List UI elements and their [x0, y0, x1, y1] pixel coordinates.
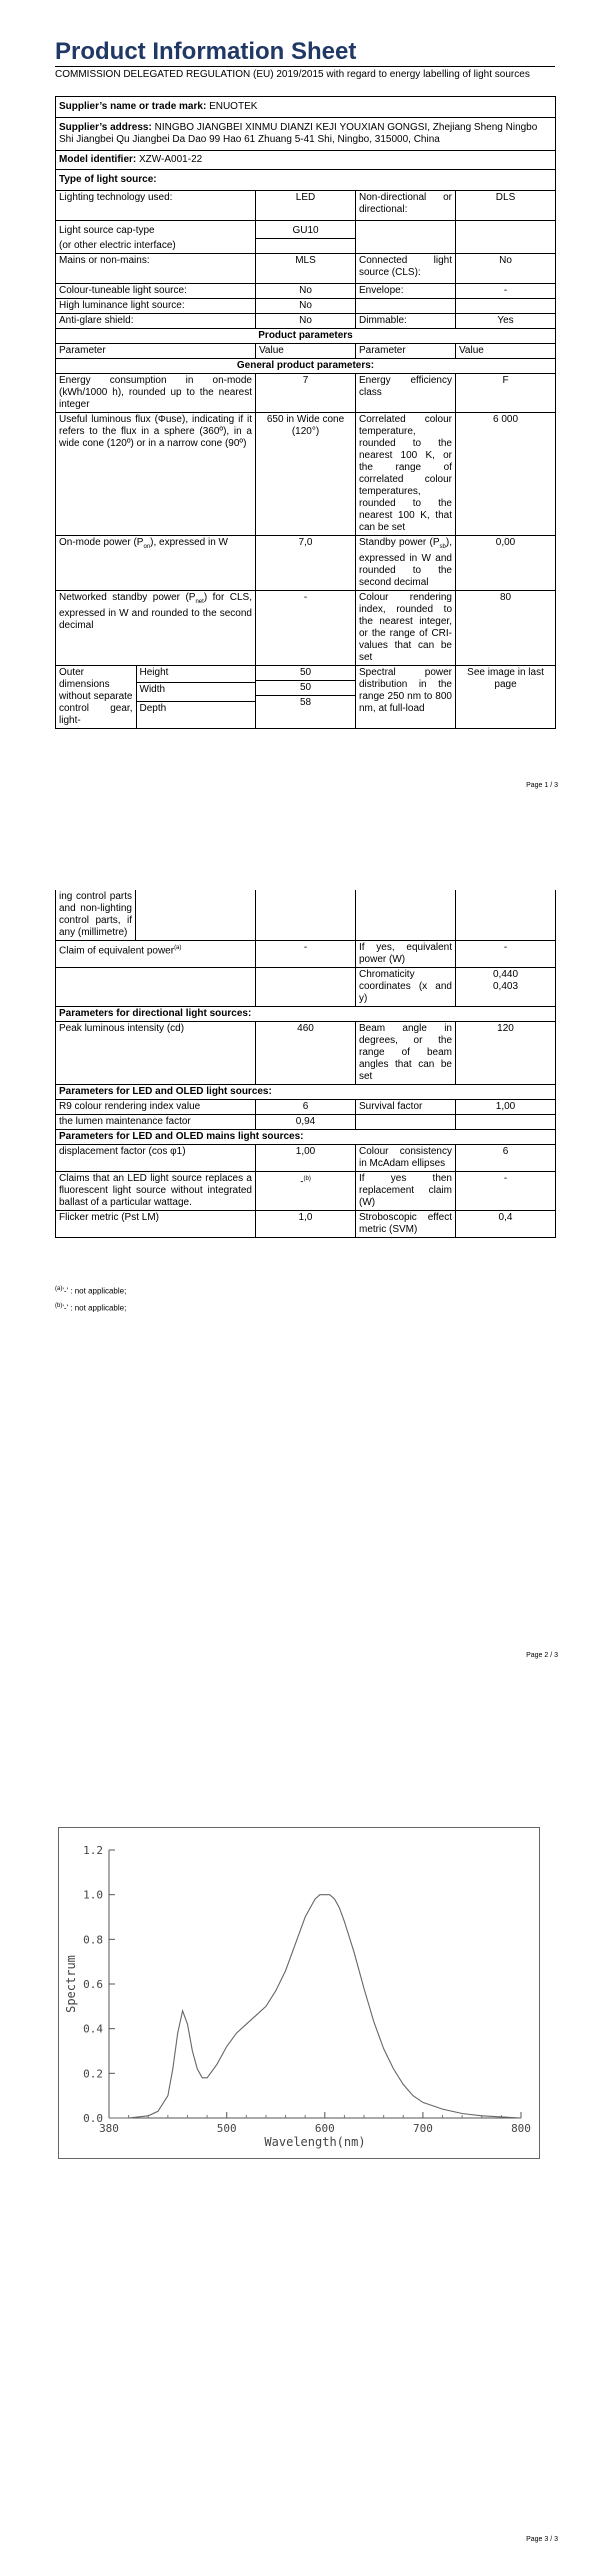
equiv-label: Claim of equivalent power$^{(a)}$ — [56, 941, 256, 968]
cls-value: No — [456, 253, 556, 283]
equiv-power-value: - — [456, 941, 556, 968]
outer-dimensions-values — [256, 665, 356, 728]
anti-glare-value: No — [256, 313, 356, 328]
x-tick-label: 700 — [412, 2122, 433, 2135]
page-number-1: Page 1 / 3 — [526, 782, 558, 789]
energy-label: Energy consumption in on-mode (kWh/1000 h), rounded up to the nearest integer — [56, 373, 256, 412]
chroma-y: 0,403 — [492, 981, 519, 992]
eff-class-label: Energy efficiency class — [356, 373, 456, 412]
info-table — [55, 96, 556, 729]
product-parameters-heading: Product parameters — [56, 328, 556, 343]
peak-label: Peak luminous intensity (cd) — [56, 1022, 256, 1085]
cap-spacer — [356, 221, 456, 239]
cap-label: Light source cap-type — [56, 221, 256, 239]
beam-value: 120 — [456, 1022, 556, 1085]
networked-label: Networked standby power $(P_{net})$ for CLS, expressed in W and rounded to the second decimal — [56, 590, 256, 665]
chart-axes — [64, 1844, 531, 2149]
envelope-value: - — [456, 283, 556, 298]
beam-label: Beam angle in degrees, or the range of beam angles that can be set — [356, 1022, 456, 1085]
mcadam-value: 6 — [456, 1145, 556, 1172]
onmode-label: On-mode power $(P_{on})$, expressed in W — [56, 535, 256, 590]
displacement-value: 1,00 — [256, 1145, 356, 1172]
equiv-power-label: If yes, equivalent power (W) — [356, 941, 456, 968]
footnotes — [55, 1282, 126, 1315]
directional-label: Non-directional or directional: — [356, 191, 456, 221]
height-label: Height — [136, 666, 255, 683]
onmode-value: 7,0 — [256, 535, 356, 590]
replacement-label: If yes then replacement claim (W) — [356, 1172, 456, 1211]
cri-label: Colour rendering index, rounded to the nearest integer, or the range of CRI-values that can be set — [356, 590, 456, 665]
lighting-tech-label: Lighting technology used: — [56, 191, 256, 221]
envelope-label: Envelope: — [356, 283, 456, 298]
spectrum-series-line — [109, 1895, 521, 2118]
x-tick-label: 500 — [216, 2122, 237, 2135]
cap-value: GU10 — [256, 221, 356, 239]
high-lum-label: High luminance light source: — [56, 298, 256, 313]
model-label: Model identifier: — [59, 154, 137, 165]
energy-value: 7 — [256, 373, 356, 412]
claims-value: -$^{(b)}$ — [256, 1172, 356, 1211]
chroma-values — [456, 968, 556, 1007]
y-axis-label: Spectrum — [64, 1955, 78, 2013]
y-tick-label: 1.2 — [83, 1844, 103, 1857]
y-tick-label: 0.8 — [83, 1933, 103, 1947]
outer-label-part-2: ing control parts and non-lighting control parts, if any (millimetre) — [56, 890, 136, 941]
model-value: XZW-A001-22 — [139, 154, 203, 165]
supplier-address-label: Supplier’s address: — [59, 122, 152, 133]
type-heading: Type of light source: — [56, 170, 556, 191]
flux-label: Useful luminous flux (Φuse), indicating if it refers to the flux in a sphere (360º), in a wide cone (120º) or in a narrow cone (90º) — [56, 412, 256, 535]
general-parameters-heading: General product parameters: — [56, 358, 556, 373]
eff-class-value: F — [456, 373, 556, 412]
y-tick-label: 1.0 — [83, 1888, 103, 1902]
r9-value: 6 — [256, 1100, 356, 1115]
supplier-address-value: NINGBO JIANGBEI XINMU DIANZI KEJI YOUXIAN GONGSI, Zhejiang Sheng Ningbo Shi Jiangbei Qu Jiangbei Da Dao 99 Hao 61 Zhuang 5-41 Shi, Ningbo, 315000, China — [59, 122, 538, 145]
spectrum-chart-svg — [59, 1828, 539, 2158]
spectrum-chart — [58, 1827, 540, 2159]
mains-value: MLS — [256, 253, 356, 283]
r9-label: R9 colour rendering index value — [56, 1100, 256, 1115]
info-table-continued — [55, 890, 556, 1238]
y-tick-label: 0.2 — [83, 2067, 103, 2081]
supplier-name-value: ENUOTEK — [209, 101, 258, 112]
model-row — [56, 151, 556, 170]
document-header — [55, 38, 555, 85]
outer-dimensions-table — [56, 666, 255, 728]
supplier-name-label: Supplier’s name or trade mark: — [59, 101, 207, 112]
x-axis-label: Wavelength(nm) — [264, 2135, 366, 2149]
cap-spacer-2 — [456, 221, 556, 239]
y-tick-label: 0.6 — [83, 1978, 103, 1991]
replacement-value: - — [456, 1172, 556, 1211]
peak-value: 460 — [256, 1022, 356, 1085]
anti-glare-label: Anti-glare shield: — [56, 313, 256, 328]
depth-value: 58 — [299, 696, 312, 708]
page-1 — [0, 0, 603, 810]
outer-dimensions-cell — [56, 665, 256, 728]
high-lum-value: No — [256, 298, 356, 313]
lighting-tech-value: LED — [256, 191, 356, 221]
lumen-value: 0,94 — [256, 1115, 356, 1130]
cap-sub-value — [256, 239, 356, 254]
led-heading: Parameters for LED and OLED light sources: — [56, 1085, 556, 1100]
x-tick-label: 380 — [99, 2122, 119, 2135]
directional-value: DLS — [456, 191, 556, 221]
tuneable-value: No — [256, 283, 356, 298]
mains-label: Mains or non-mains: — [56, 253, 256, 283]
equiv-value: - — [256, 941, 356, 968]
chroma-label: Chromaticity coordinates (x and y) — [356, 968, 456, 1007]
cls-label: Connected light source (CLS): — [356, 253, 456, 283]
standby-value: 0,00 — [456, 535, 556, 590]
flicker-value: 1,0 — [256, 1211, 356, 1238]
spectral-label: Spectral power distribution in the range 250 nm to 800 nm, at full-load — [356, 665, 456, 728]
dimmable-value: Yes — [456, 313, 556, 328]
lumen-label: the lumen maintenance factor — [56, 1115, 256, 1130]
page-number-3: Page 3 / 3 — [526, 2536, 558, 2543]
footnote-a: $^{(a)}$'-' : not applicable; — [55, 1286, 127, 1296]
width-value: 50 — [256, 681, 355, 696]
tuneable-label: Colour-tuneable light source: — [56, 283, 256, 298]
y-tick-label: 0.4 — [83, 2022, 103, 2036]
col-param-1: Parameter — [56, 343, 256, 358]
dimmable-label: Dimmable: — [356, 313, 456, 328]
height-value: 50 — [256, 666, 355, 681]
svm-value: 0,4 — [456, 1211, 556, 1238]
page-title: Product Information Sheet — [55, 38, 357, 65]
chart-marks — [109, 1895, 521, 2118]
mcadam-label: Colour consistency in McAdam ellipses — [356, 1145, 456, 1172]
directional-heading: Parameters for directional light sources: — [56, 1007, 556, 1022]
col-value-2: Value — [456, 343, 556, 358]
depth-label: Depth — [139, 702, 167, 714]
flicker-label: Flicker metric (Pst LM) — [56, 1211, 256, 1238]
width-label: Width — [136, 683, 255, 701]
led-mains-heading: Parameters for LED and OLED mains light sources: — [56, 1130, 556, 1145]
survival-value: 1,00 — [456, 1100, 556, 1115]
cap-sub-label: (or other electric interface) — [56, 239, 256, 254]
displacement-label: displacement factor (cos φ1) — [56, 1145, 256, 1172]
supplier-address-row — [56, 118, 556, 151]
footnote-b: $^{(b)}$'-' : not applicable; — [55, 1302, 127, 1313]
col-param-2: Parameter — [356, 343, 456, 358]
supplier-name-row — [56, 97, 556, 118]
claims-label: Claims that an LED light source replaces a fluorescent light source without integrated ballast of a particular wattage. — [56, 1172, 256, 1211]
chroma-x: 0,440 — [492, 969, 519, 980]
svm-label: Stroboscopic effect metric (SVM) — [356, 1211, 456, 1238]
outer-label-part-1: Outer dimensions without separate control gear, light- — [56, 666, 136, 728]
survival-label: Survival factor — [356, 1100, 456, 1115]
cct-label: Correlated colour temperature, rounded to the nearest 100 K, or the range of correlated colour temperatures, rounded to the nearest 100 K, that can be set — [356, 412, 456, 535]
regulation-text: COMMISSION DELEGATED REGULATION (EU) 2019/2015 with regard to energy labelling of light sources — [55, 69, 530, 80]
x-tick-label: 600 — [314, 2122, 335, 2135]
spectral-value: See image in last page — [456, 665, 556, 728]
page-2 — [0, 870, 603, 1680]
standby-label: Standby power $(P_{sb})$, expressed in W and rounded to the second decimal — [356, 535, 456, 590]
x-tick-label: 800 — [511, 2122, 531, 2135]
col-value-1: Value — [256, 343, 356, 358]
flux-value: 650 in Wide cone (120°) — [256, 412, 356, 535]
y-tick-label: 0.0 — [83, 2112, 103, 2125]
networked-value: - — [256, 590, 356, 665]
page-number-2: Page 2 / 3 — [526, 1652, 558, 1659]
cri-value: 80 — [456, 590, 556, 665]
cct-value: 6 000 — [456, 412, 556, 535]
